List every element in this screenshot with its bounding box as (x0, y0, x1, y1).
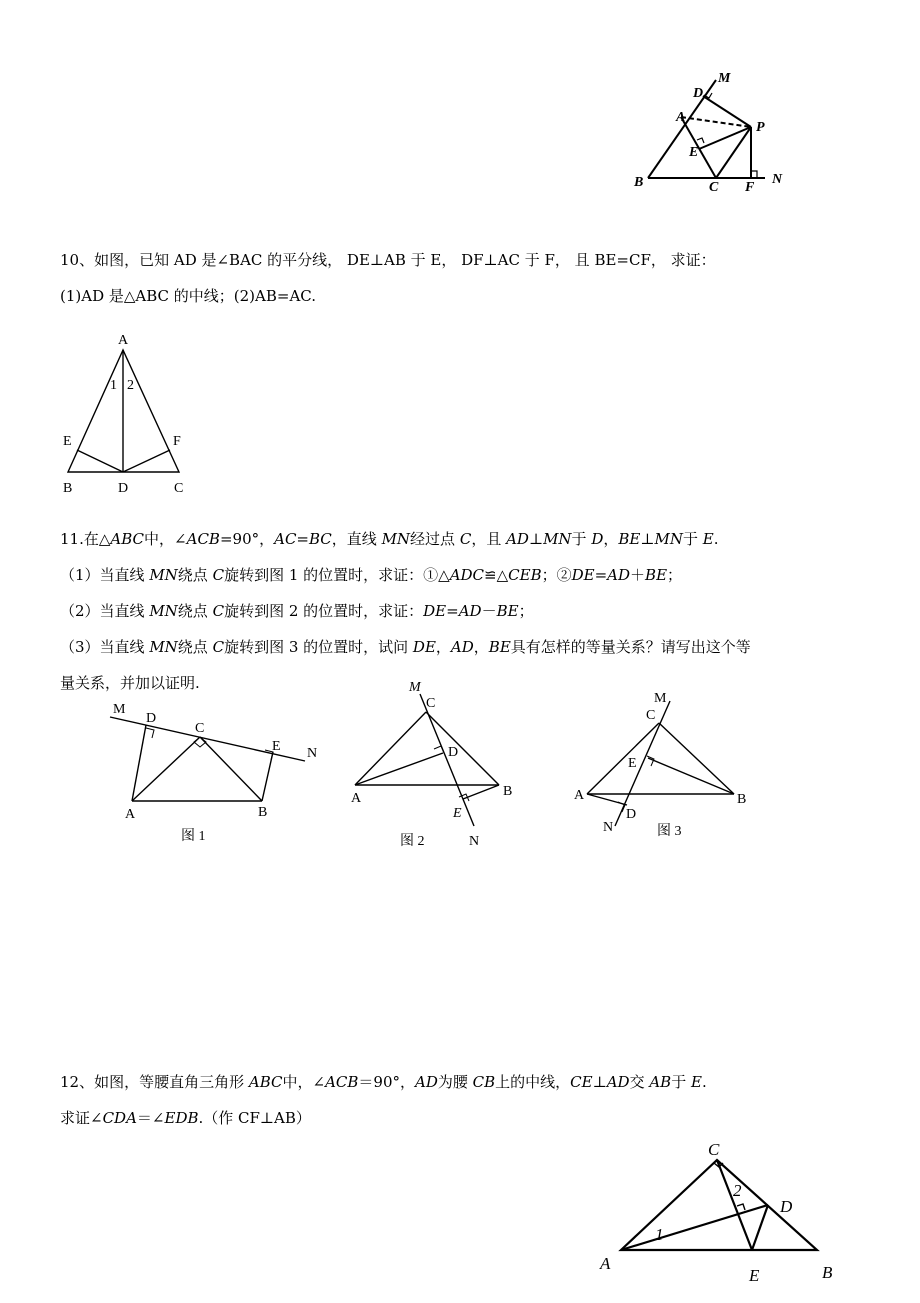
q11-line2: （1）当直线 MN绕点 C旋转到图 1 的位置时，求证：①△ADC≌△CEB；②DE=AD＋BE； (60, 566, 683, 584)
label-M: M (718, 71, 731, 86)
figure-q11-1 (105, 700, 325, 850)
label-C: C (709, 180, 719, 195)
label-D: D (780, 1197, 793, 1216)
figure-q12 (590, 1135, 840, 1300)
label-N: N (469, 834, 480, 849)
label-M: M (409, 680, 421, 695)
label-B: B (822, 1263, 833, 1282)
label-D: D (448, 745, 459, 760)
figure-q10 (55, 325, 200, 500)
label-1: 1 (110, 378, 117, 393)
label-F: F (173, 434, 181, 449)
figure-q11-2 (345, 675, 520, 850)
label-2: 2 (127, 378, 134, 393)
label-D: D (118, 481, 129, 496)
label-C: C (646, 708, 656, 723)
label-A: A (600, 1254, 611, 1273)
label-C: C (708, 1140, 720, 1159)
label-A: A (351, 791, 362, 806)
label-M: M (113, 702, 126, 717)
label-M: M (654, 691, 667, 706)
label-E: E (628, 756, 637, 771)
label-B: B (737, 792, 747, 807)
label-P: P (756, 120, 765, 135)
figure-q9 (600, 60, 800, 210)
caption-fig2: 图 2 (400, 834, 425, 849)
q10-line1: 10、如图，已知 AD 是∠BAC 的平分线， DE⊥AB 于 E， DF⊥AC 于 F， 且 BE=CF， 求证： (60, 251, 716, 269)
label-C: C (426, 696, 436, 711)
q10-line2: (1)AD 是△ABC 的中线；(2)AB=AC. (60, 287, 317, 305)
q12-line1: 12、如图，等腰直角三角形 ABC中，∠ACB＝90°，AD为腰 CB上的中线，CE⊥AD交 AB于 E. (60, 1073, 707, 1091)
label-A: A (118, 333, 129, 348)
label-E: E (689, 145, 699, 160)
label-D: D (626, 807, 637, 822)
label-C: C (174, 481, 184, 496)
caption-fig3: 图 3 (657, 824, 682, 839)
label-2: 2 (733, 1181, 742, 1200)
label-A: A (676, 110, 686, 125)
label-E: E (453, 806, 462, 821)
label-C: C (195, 721, 205, 736)
label-B: B (503, 784, 513, 799)
label-N: N (772, 172, 783, 187)
label-E: E (272, 739, 281, 754)
q11-line5: 量关系，并加以证明. (60, 674, 200, 692)
q11-line4: （3）当直线 MN绕点 C旋转到图 3 的位置时，试问 DE，AD，BE具有怎样的等量关系？请写出这个等 (60, 638, 751, 656)
label-E: E (749, 1266, 760, 1285)
label-A: A (574, 788, 585, 803)
caption-fig1: 图 1 (181, 829, 206, 844)
figure-q11-3 (565, 685, 765, 845)
q11-line1: 11.在△ABC中，∠ACB=90°，AC=BC，直线 MN经过点 C，且 AD⊥MN于 D，BE⊥MN于 E. (60, 530, 719, 548)
label-N: N (603, 820, 614, 835)
label-D: D (693, 86, 704, 101)
q11-line3: （2）当直线 MN绕点 C旋转到图 2 的位置时，求证：DE=AD－BE； (60, 602, 534, 620)
label-D: D (146, 711, 157, 726)
label-N: N (307, 746, 318, 761)
label-B: B (258, 805, 268, 820)
label-B: B (634, 175, 644, 190)
label-F: F (745, 180, 755, 195)
label-A: A (125, 807, 136, 822)
label-E: E (63, 434, 72, 449)
label-1: 1 (655, 1225, 664, 1244)
q12-line2: 求证∠CDA＝∠EDB.（作 CF⊥AB） (60, 1109, 311, 1127)
label-B: B (63, 481, 73, 496)
